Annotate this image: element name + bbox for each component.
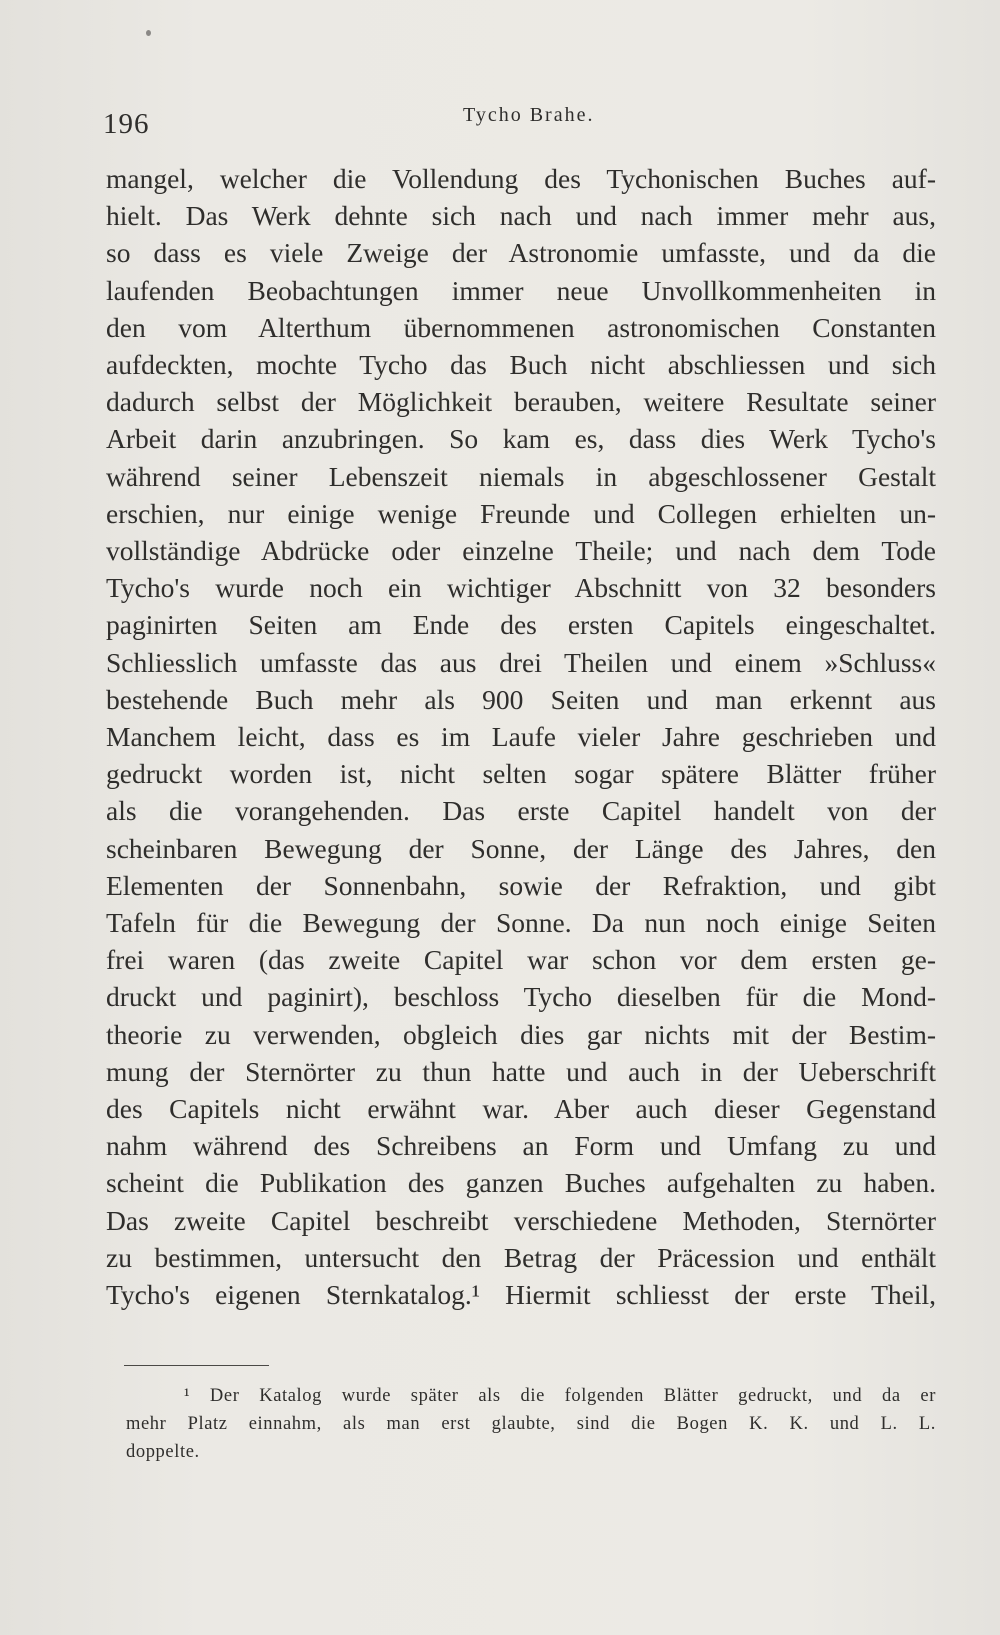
text-line: bestehende Buch mehr als 900 Seiten und man erkennt aus [106, 683, 936, 715]
text-line: scheinbaren Bewegung der Sonne, der Länge des Jahres, den [106, 832, 936, 864]
text-line: Tycho's eigenen Sternkatalog.¹ Hiermit schliesst der erste Theil, [106, 1279, 936, 1311]
text-line: Das zweite Capitel beschreibt verschiedene Methoden, Sternörter [106, 1204, 936, 1236]
text-line: als die vorangehenden. Das erste Capitel handelt von der [106, 795, 936, 827]
text-line: Elementen der Sonnenbahn, sowie der Refraktion, und gibt [106, 869, 936, 901]
footnote-line: ¹ Der Katalog wurde später als die folgenden Blätter gedruckt, und da er [184, 1386, 936, 1406]
text-line: den vom Alterthum übernommenen astronomischen Constanten [106, 311, 936, 343]
footnote-line: mehr Platz einnahm, als man erst glaubte, sind die Bogen K. K. und L. L. [126, 1414, 936, 1434]
text-line: Schliesslich umfasste das aus drei Theilen und einem »Schluss« [106, 646, 936, 678]
text-line: frei waren (das zweite Capitel war schon vor dem ersten ge- [106, 944, 936, 976]
text-line: Manchem leicht, dass es im Laufe vieler Jahre geschrieben und [106, 721, 936, 753]
text-line: zu bestimmen, untersucht den Betrag der Präcession und enthält [106, 1241, 936, 1273]
text-line: Tafeln für die Bewegung der Sonne. Da nun noch einige Seiten [106, 907, 936, 939]
text-line: des Capitels nicht erwähnt war. Aber auch dieser Gegenstand [106, 1093, 936, 1125]
text-line: paginirten Seiten am Ende des ersten Capitels eingeschaltet. [106, 609, 936, 641]
text-line: vollständige Abdrücke oder einzelne Theile; und nach dem Tode [106, 535, 936, 567]
text-line: gedruckt worden ist, nicht selten sogar spätere Blätter früher [106, 758, 936, 790]
paper-speck [146, 30, 151, 36]
text-line: Arbeit darin anzubringen. So kam es, dass dies Werk Tycho's [106, 423, 936, 455]
text-line: scheint die Publikation des ganzen Buches aufgehalten zu haben. [106, 1167, 936, 1199]
page-number: 196 [103, 108, 150, 140]
text-line: theorie zu verwenden, obgleich dies gar nichts mit der Bestim- [106, 1018, 936, 1050]
text-line: laufenden Beobachtungen immer neue Unvollkommenheiten in [106, 274, 936, 306]
text-line: druckt und paginirt), beschloss Tycho dieselben für die Mond- [106, 981, 936, 1013]
text-line: so dass es viele Zweige der Astronomie umfasste, und da die [106, 237, 936, 269]
text-line: erschien, nur einige wenige Freunde und Collegen erhielten un- [106, 497, 936, 529]
page-header [103, 100, 943, 140]
footnote [126, 1382, 936, 1466]
text-line: nahm während des Schreibens an Form und Umfang zu und [106, 1130, 936, 1162]
running-head: Tycho Brahe. [463, 104, 595, 126]
text-line: dadurch selbst der Möglichkeit berauben, weitere Resultate seiner [106, 386, 936, 418]
footnote-line: doppelte. [126, 1442, 200, 1462]
text-line: während seiner Lebenszeit niemals in abgeschlossener Gestalt [106, 460, 936, 492]
body-text [106, 160, 936, 1313]
footnote-rule [124, 1365, 269, 1366]
text-line: Tycho's wurde noch ein wichtiger Abschnitt von 32 besonders [106, 572, 936, 604]
text-line: hielt. Das Werk dehnte sich nach und nach immer mehr aus, [106, 200, 936, 232]
text-line: mangel, welcher die Vollendung des Tychonischen Buches auf- [106, 163, 936, 194]
text-line: aufdeckten, mochte Tycho das Buch nicht abschliessen und sich [106, 349, 936, 381]
text-line: mung der Sternörter zu thun hatte und auch in der Ueberschrift [106, 1055, 936, 1087]
